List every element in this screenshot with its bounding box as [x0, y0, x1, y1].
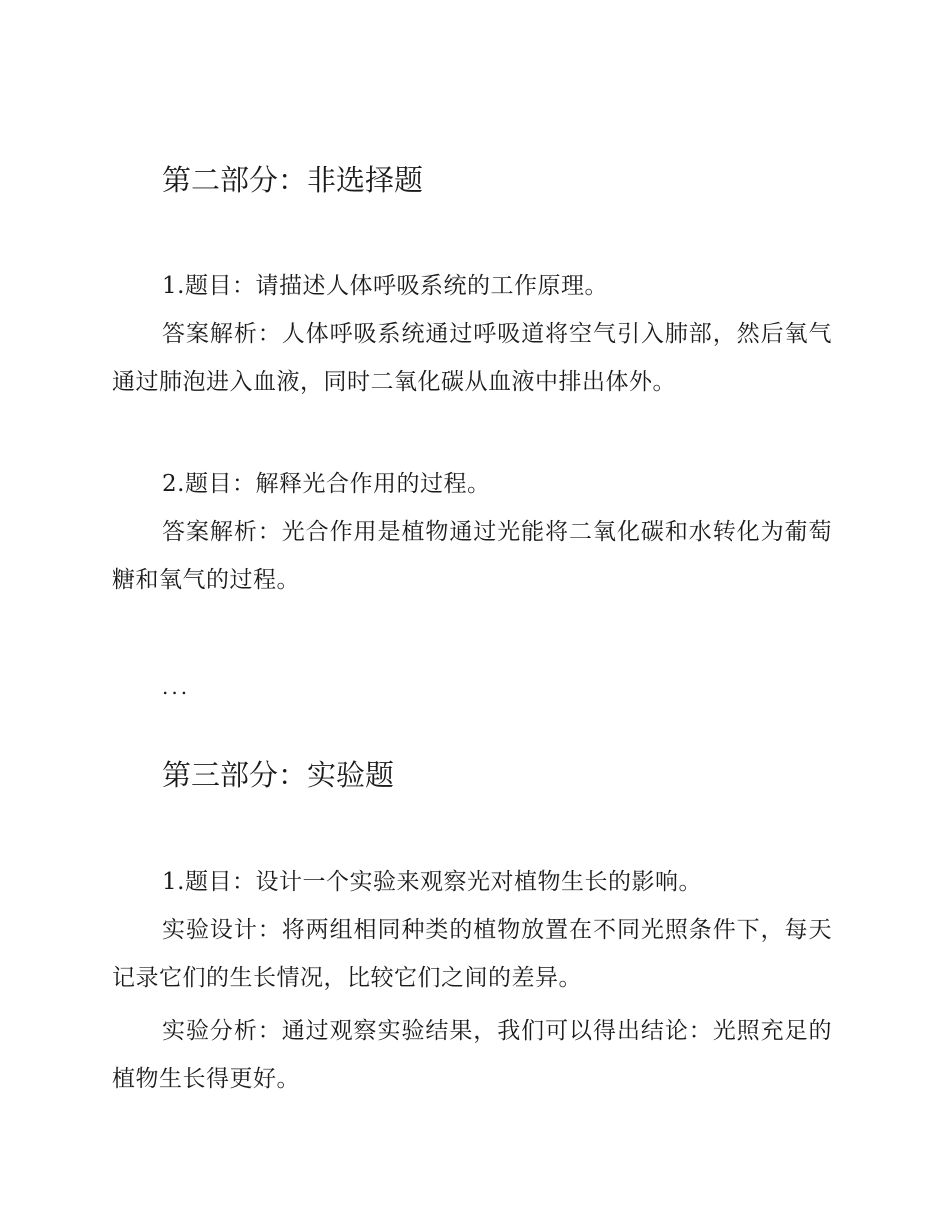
part3-q1-question: 1.题目：设计一个实验来观察光对植物生长的影响。 [162, 869, 702, 895]
part2-heading: 第二部分：非选择题 [162, 163, 424, 197]
ellipsis: ... [162, 675, 191, 699]
part3-q1-analysis: 实验分析：通过观察实验结果，我们可以得出结论：光照充足的植物生长得更好。 [112, 1018, 832, 1092]
part3-q1-design: 实验设计：将两组相同种类的植物放置在不同光照条件下，每天记录它们的生长情况，比较它们之间的差异。 [112, 917, 832, 991]
part3-heading: 第三部分：实验题 [162, 758, 395, 792]
part2-q1-answer: 答案解析：人体呼吸系统通过呼吸道将空气引入肺部，然后氧气通过肺泡进入血液，同时二氧化碳从血液中排出体外。 [112, 321, 832, 395]
part2-q1-question: 1.题目：请描述人体呼吸系统的工作原理。 [162, 273, 608, 299]
part2-q2-question: 2.题目：解释光合作用的过程。 [162, 471, 491, 497]
part2-q2-answer: 答案解析：光合作用是植物通过光能将二氧化碳和水转化为葡萄糖和氧气的过程。 [112, 519, 832, 593]
